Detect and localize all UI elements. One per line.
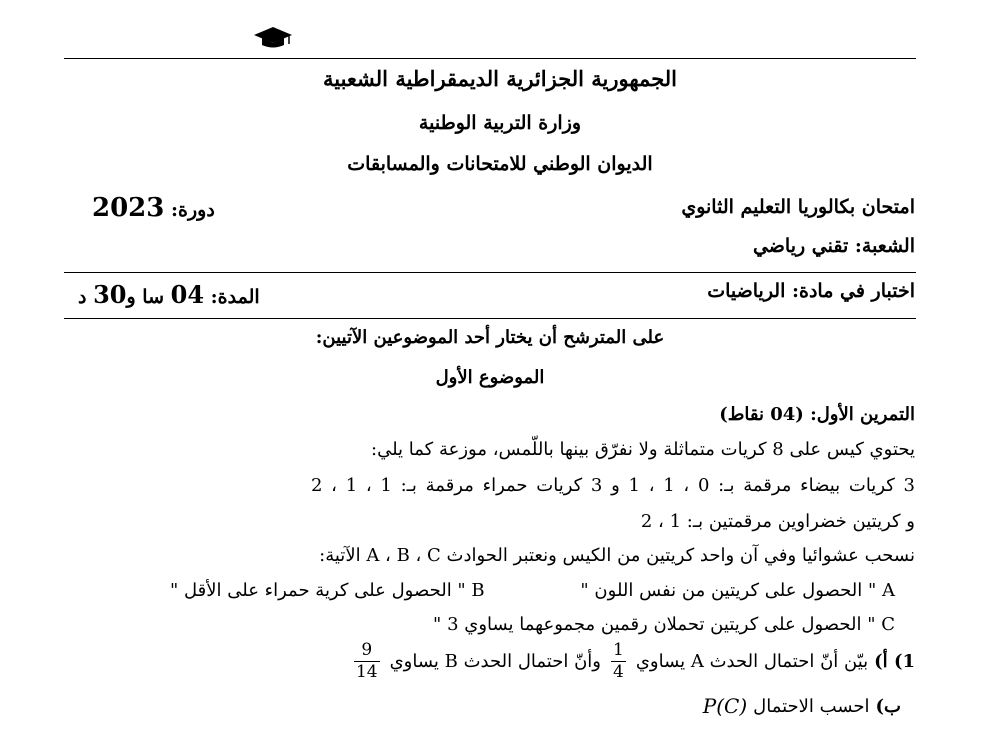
exam-title: امتحان بكالوريا التعليم الثانوي (681, 196, 915, 218)
topic-title: الموضوع الأول (435, 367, 545, 388)
ministry-name: وزارة التربية الوطنية (418, 112, 582, 134)
exercise-line-2: و كريتين خضراوين مرقمتين بـ: 1 ، 2 (640, 511, 915, 532)
fraction-1-denominator: 4 (612, 662, 624, 682)
instructions: على المترشح أن يختار أحد الموضوعين الآتيين: (315, 327, 665, 348)
mid-divider-1 (64, 272, 916, 273)
exercise-line-3: نسحب عشوائيا وفي آن واحد كريتين من الكيس ونعتبر الحوادث A ، B ، C الآتية: (319, 545, 915, 566)
question-1b-text: احسب الاحتمال (753, 695, 870, 717)
exercise-line-1: 3 كريات بيضاء مرقمة بـ: 0 ، 1 ، 1 و 3 كريات حمراء مرقمة بـ: 1 ، 1 ، 2 (310, 475, 915, 496)
office-name: الديوان الوطني للامتحانات والمسابقات (347, 153, 653, 175)
question-1a-number: 1) أ) (874, 651, 915, 672)
event-a: A " الحصول على كريتين من نفس اللون " (580, 580, 895, 601)
fraction-2-numerator: 9 (361, 640, 373, 660)
duration (78, 280, 260, 309)
duration-label: المدة: (210, 286, 260, 308)
question-1a-text-2: وأنّ احتمال الحدث B يساوي (389, 651, 601, 672)
duration-hours-unit: سا و (126, 286, 164, 308)
fraction-nine-fourteenths (354, 642, 380, 681)
event-b: B " الحصول على كرية حمراء على الأقل " (170, 580, 485, 601)
session-label: دورة: (171, 199, 215, 221)
question-1a-text-1: بيّن أنّ احتمال الحدث A يساوي (635, 651, 869, 672)
country-name: الجمهورية الجزائرية الديمقراطية الشعبية (322, 66, 677, 91)
graduation-cap-icon (253, 25, 293, 49)
branch: الشعبة: تقني رياضي (752, 235, 915, 257)
event-c: C " الحصول على كريتين تحملان رقمين مجموعهما يساوي 3 " (433, 614, 895, 635)
session-year: 2023 (92, 193, 165, 223)
fraction-1-numerator: 1 (612, 640, 624, 660)
exercise-title: التمرين الأول: (04 نقاط) (719, 404, 915, 425)
duration-hours: 04 (170, 280, 205, 309)
session (92, 193, 215, 223)
top-divider (64, 58, 916, 59)
duration-minutes: 30 (93, 280, 127, 309)
fraction-one-quarter (611, 642, 626, 681)
exercise-intro: يحتوي كيس على 8 كريات متماثلة ولا نفرّق بينها باللّمس، موزعة كما يلي: (371, 439, 915, 460)
fraction-2-denominator: 14 (355, 662, 378, 682)
question-1b-letter: ب) (875, 695, 901, 717)
mid-divider-2 (64, 318, 916, 319)
question-1b (703, 694, 901, 718)
probability-expression: P(C) (702, 694, 748, 718)
duration-minutes-unit: د (78, 286, 87, 308)
question-1a (350, 642, 915, 681)
subject: اختبار في مادة: الرياضيات (707, 280, 915, 302)
